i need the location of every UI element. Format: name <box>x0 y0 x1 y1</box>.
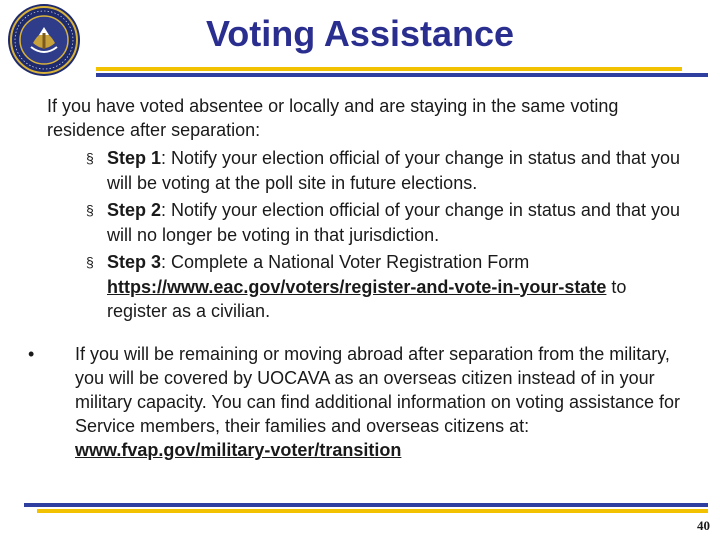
step-label: Step 2 <box>107 200 162 220</box>
steps-list <box>86 146 686 327</box>
step-label: Step 1 <box>107 148 162 168</box>
overseas-bullet <box>28 342 688 462</box>
top-divider-blue <box>96 73 708 77</box>
list-item <box>86 250 686 324</box>
navy-seal-logo <box>7 3 81 77</box>
bullet-marker: • <box>28 344 35 364</box>
step-marker: § <box>86 202 94 218</box>
bullet-text: If you will be remaining or moving abroad after separation from the military, you will be covered by UOCAVA as an overseas citizen instead of in your military capacity. You can find additional information on voting assistance for Service members, their families and overseas citizens at: <box>75 344 681 436</box>
step-text: : Notify your election official of your change in status and that you will no longer be voting in that jurisdiction. <box>107 200 680 245</box>
page-title: Voting Assistance <box>205 13 515 54</box>
fvap-link[interactable]: www.fvap.gov/military-voter/transition <box>75 440 402 460</box>
eac-link[interactable]: https://www.eac.gov/voters/register-and-vote-in-your-state <box>107 276 607 297</box>
bottom-divider-gold <box>37 509 708 513</box>
step-text-after: to register as a civilian. <box>107 276 627 321</box>
step-text: : Complete a National Voter Registration Form <box>161 252 530 272</box>
step-text: : Notify your election official of your change in status and that you will be voting at the poll site in future elections. <box>107 148 680 193</box>
list-item <box>86 146 686 195</box>
step-label: Step 3 <box>107 252 162 272</box>
bottom-divider-blue <box>24 503 708 507</box>
step-marker: § <box>86 150 94 166</box>
step-marker: § <box>86 254 94 270</box>
intro-paragraph: If you have voted absentee or locally and are staying in the same voting residence after separation: <box>47 96 619 140</box>
top-divider-gold <box>96 67 682 71</box>
list-item <box>86 198 686 247</box>
page-number: 40 <box>697 518 710 533</box>
